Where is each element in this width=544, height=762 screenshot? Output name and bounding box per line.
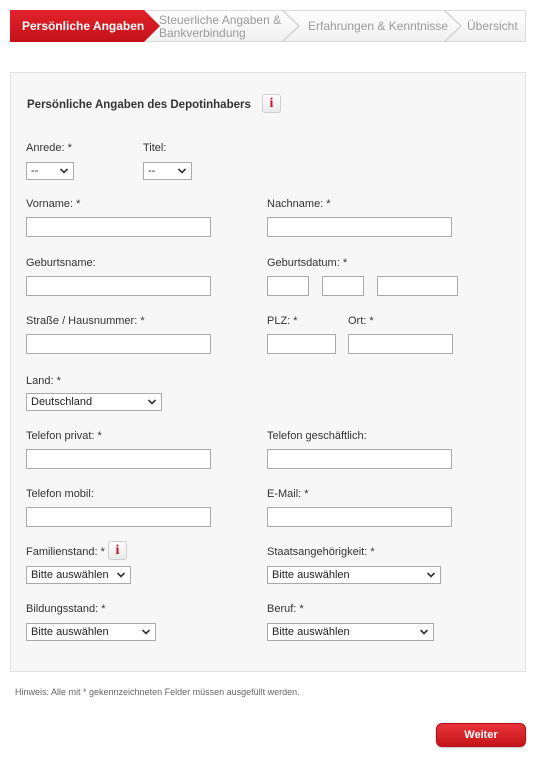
titel-value: -- [148,165,156,177]
land-value: Deutschland [31,396,93,408]
step-tax-bank-line2[interactable]: Bankverbindung [159,26,246,40]
familienstand-info-icon[interactable]: i [108,541,127,560]
chevron-down-icon [177,166,187,176]
titel-select[interactable] [143,162,192,180]
progress-steps [10,10,526,42]
staatsangehoerigkeit-select[interactable] [267,566,441,584]
geburtsdatum-month-input[interactable] [322,276,364,296]
chevron-down-icon [59,166,69,176]
geburtsdatum-label: Geburtsdatum: * [267,257,348,269]
chevron-down-icon [116,570,126,580]
step-overview[interactable]: Übersicht [467,19,518,33]
email-input[interactable] [267,507,452,527]
geburtsname-label: Geburtsname: [26,257,96,269]
beruf-select[interactable] [267,623,434,641]
strasse-input[interactable] [26,334,211,354]
land-select[interactable] [26,393,162,411]
geburtsdatum-day-input[interactable] [267,276,309,296]
vorname-input[interactable] [26,217,211,237]
telefon-privat-label: Telefon privat: * [26,430,102,442]
anrede-select[interactable] [26,162,74,180]
staatsangehoerigkeit-value: Bitte auswählen [272,569,350,581]
next-button[interactable]: Weiter [436,723,526,747]
beruf-label: Beruf: * [267,603,304,615]
section-title: Persönliche Angaben des Depotinhabers [27,99,251,111]
familienstand-value: Bitte auswählen [31,569,109,581]
ort-label: Ort: * [348,315,374,327]
vorname-label: Vorname: * [26,198,81,210]
familienstand-label: Familienstand: * [26,546,105,558]
telefon-privat-input[interactable] [26,449,211,469]
telefon-geschaeftlich-input[interactable] [267,449,452,469]
bildungsstand-label: Bildungsstand: * [26,603,106,615]
chevron-down-icon [419,627,429,637]
telefon-mobil-input[interactable] [26,507,211,527]
nachname-label: Nachname: * [267,198,331,210]
bildungsstand-select[interactable] [26,623,156,641]
plz-input[interactable] [267,334,336,354]
required-fields-hint: Hinweis: Alle mit * gekennzeichneten Felder müssen ausgefüllt werden. [15,687,300,697]
titel-label: Titel: [143,142,167,154]
geburtsname-input[interactable] [26,276,211,296]
ort-input[interactable] [348,334,453,354]
telefon-geschaeftlich-label: Telefon geschäftlich: [267,430,367,442]
land-label: Land: * [26,375,61,387]
plz-label: PLZ: * [267,315,298,327]
anrede-value: -- [31,165,39,177]
beruf-value: Bitte auswählen [272,626,350,638]
chevron-down-icon [141,627,151,637]
strasse-label: Straße / Hausnummer: * [26,315,145,327]
familienstand-select[interactable] [26,566,131,584]
bildungsstand-value: Bitte auswählen [31,626,109,638]
nachname-input[interactable] [267,217,452,237]
step-personal-data[interactable]: Persönliche Angaben [22,19,145,33]
anrede-label: Anrede: * [26,142,72,154]
chevron-down-icon [426,570,436,580]
staatsangehoerigkeit-label: Staatsangehörigkeit: * [267,546,375,558]
info-icon[interactable]: i [262,94,281,113]
step-tax-bank-line1[interactable]: Steuerliche Angaben & [159,13,282,27]
form-panel [10,72,526,672]
step-experience[interactable]: Erfahrungen & Kenntnisse [308,19,449,33]
geburtsdatum-year-input[interactable] [377,276,458,296]
telefon-mobil-label: Telefon mobil: [26,488,94,500]
chevron-down-icon [147,397,157,407]
email-label: E-Mail: * [267,488,309,500]
